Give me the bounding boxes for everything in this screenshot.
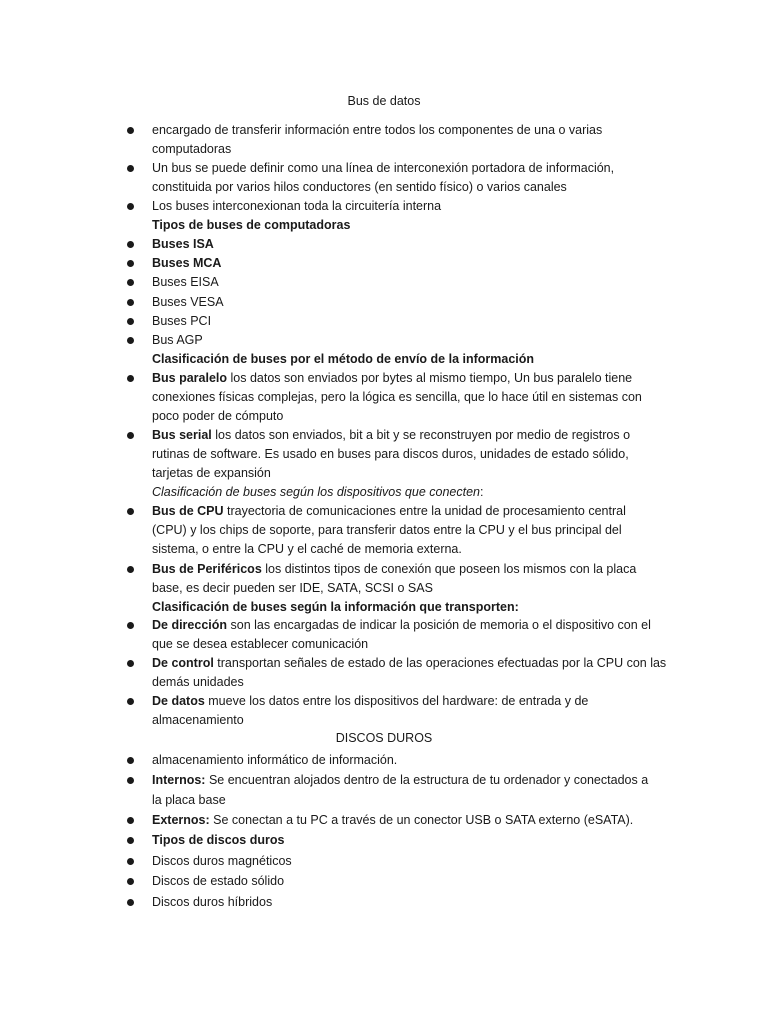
bus-line (152, 141, 231, 157)
bullet-icon (127, 660, 134, 667)
bullet-icon (127, 566, 134, 573)
bus-line (152, 541, 462, 557)
bus-line (152, 465, 271, 481)
bus-line (152, 599, 519, 615)
line-text: rutinas de software. Es usado en buses para discos duros, unidades de estado sólido, (152, 447, 629, 461)
bold-text: Buses ISA (152, 237, 214, 251)
bullet-icon (127, 899, 134, 906)
bullet-icon (127, 299, 134, 306)
bus-line (152, 351, 534, 367)
line-text: base, es decir pueden ser IDE, SATA, SCSI o SAS (152, 581, 433, 595)
bullet-icon (127, 127, 134, 134)
discos-line (152, 792, 226, 808)
bus-line (152, 503, 626, 519)
line-text: la placa base (152, 793, 226, 807)
bus-line (152, 217, 350, 233)
bullet-icon (127, 375, 134, 382)
line-text: Buses EISA (152, 275, 219, 289)
bus-line (152, 198, 441, 214)
discos-line (152, 832, 284, 848)
bullet-icon (127, 508, 134, 515)
line-text: constituida por varios hilos conductores (en sentido físico) o varios canales (152, 180, 567, 194)
bullet-icon (127, 837, 134, 844)
line-text: que se desea establecer comunicación (152, 637, 369, 651)
section-title-bus-de-datos: Bus de datos (347, 94, 421, 108)
line-text: poco poder de cómputo (152, 409, 284, 423)
bullet-icon (127, 318, 134, 325)
line-text: los datos son enviados, bit a bit y se reconstruyen por medio de registros o (211, 428, 631, 442)
line-text: los distintos tipos de conexión que poseen los mismos con la placa (261, 562, 637, 576)
bus-line (152, 332, 203, 348)
bold-text: Bus de Periféricos (152, 562, 262, 576)
line-text: Se encuentran alojados dentro de la estructura de tu ordenador y conectados a (205, 773, 649, 787)
bullet-icon (127, 698, 134, 705)
bullet-icon (127, 432, 134, 439)
bold-text: Bus serial (152, 428, 212, 442)
line-text: Discos duros híbridos (152, 895, 273, 909)
discos-line (152, 894, 272, 910)
line-text: : (479, 485, 484, 499)
line-text: son las encargadas de indicar la posición de memoria o el dispositivo con el (227, 618, 651, 632)
bold-text: Tipos de buses de computadoras (152, 218, 351, 232)
italic-text: Clasificación de buses según los dispositivos que conecten (152, 485, 480, 499)
bus-line (152, 427, 630, 443)
line-text: sistema, o entre la CPU y el caché de memoria externa. (152, 542, 462, 556)
bullet-icon (127, 622, 134, 629)
bold-text: Clasificación de buses según la información que transporten: (152, 600, 519, 614)
bus-line (152, 712, 244, 728)
bullet-icon (127, 757, 134, 764)
section-title-discos-duros: DISCOS DUROS (335, 731, 433, 745)
bus-line (152, 236, 214, 252)
bus-line (152, 370, 632, 386)
bold-text: De control (152, 656, 214, 670)
line-text: Un bus se puede definir como una línea de interconexión portadora de información, (152, 161, 615, 175)
bold-text: Clasificación de buses por el método de envío de la información (152, 352, 535, 366)
line-text: Los buses interconexionan toda la circuitería interna (152, 199, 442, 213)
line-text: demás unidades (152, 675, 244, 689)
bold-text: Buses MCA (152, 256, 222, 270)
bullet-icon (127, 878, 134, 885)
line-text: almacenamiento informático de información. (152, 753, 398, 767)
bullet-icon (127, 858, 134, 865)
bullet-icon (127, 817, 134, 824)
bus-line (152, 255, 221, 271)
line-text: Bus AGP (152, 333, 203, 347)
bus-line (152, 313, 211, 329)
line-text: almacenamiento (152, 713, 244, 727)
line-text: Discos duros magnéticos (152, 854, 292, 868)
bullet-icon (127, 241, 134, 248)
bold-text: Tipos de discos duros (152, 833, 285, 847)
bus-line (152, 580, 433, 596)
bus-line (152, 674, 244, 690)
discos-line (152, 812, 633, 828)
bus-line (152, 636, 368, 652)
line-text: computadoras (152, 142, 232, 156)
bullet-icon (127, 279, 134, 286)
bold-text: De datos (152, 694, 205, 708)
line-text: (CPU) y los chips de soporte, para transferir datos entre la CPU y el bus principal del (152, 523, 622, 537)
bold-text: De dirección (152, 618, 228, 632)
bus-line (152, 294, 224, 310)
bold-text: Externos: (152, 813, 210, 827)
bullet-icon (127, 337, 134, 344)
line-text: encargado de transferir información entre todos los componentes de una o varias (152, 123, 603, 137)
bullet-icon (127, 260, 134, 267)
line-text: transportan señales de estado de las operaciones efectuadas por la CPU con las (213, 656, 667, 670)
bus-line (152, 446, 629, 462)
line-text: Se conectan a tu PC a través de un conector USB o SATA externo (eSATA). (209, 813, 634, 827)
bullet-icon (127, 203, 134, 210)
bus-line (152, 122, 602, 138)
discos-line (152, 853, 292, 869)
line-text: conexiones físicas complejas, pero la lógica es sencilla, que lo hace útil en sistemas con (152, 390, 642, 404)
bus-line (152, 484, 483, 500)
bus-line (152, 693, 588, 709)
bus-line (152, 522, 622, 538)
bold-text: Bus de CPU (152, 504, 224, 518)
bold-text: Bus paralelo (152, 371, 228, 385)
line-text: mueve los datos entre los dispositivos del hardware: de entrada y de (204, 694, 589, 708)
bus-line (152, 274, 219, 290)
bus-line (152, 160, 614, 176)
bus-line (152, 389, 642, 405)
bullet-icon (127, 777, 134, 784)
line-text: trayectoria de comunicaciones entre la unidad de procesamiento central (223, 504, 626, 518)
bus-line (152, 617, 651, 633)
line-text: Buses PCI (152, 314, 212, 328)
line-text: tarjetas de expansión (152, 466, 271, 480)
bus-line (152, 561, 636, 577)
discos-line (152, 772, 648, 788)
bullet-icon (127, 165, 134, 172)
bold-text: Internos: (152, 773, 206, 787)
bus-line (152, 408, 283, 424)
line-text: Buses VESA (152, 295, 224, 309)
discos-line (152, 873, 284, 889)
line-text: Discos de estado sólido (152, 874, 285, 888)
bus-line (152, 179, 567, 195)
bus-line (152, 655, 666, 671)
line-text: los datos son enviados por bytes al mismo tiempo, Un bus paralelo tiene (227, 371, 633, 385)
discos-line (152, 752, 397, 768)
